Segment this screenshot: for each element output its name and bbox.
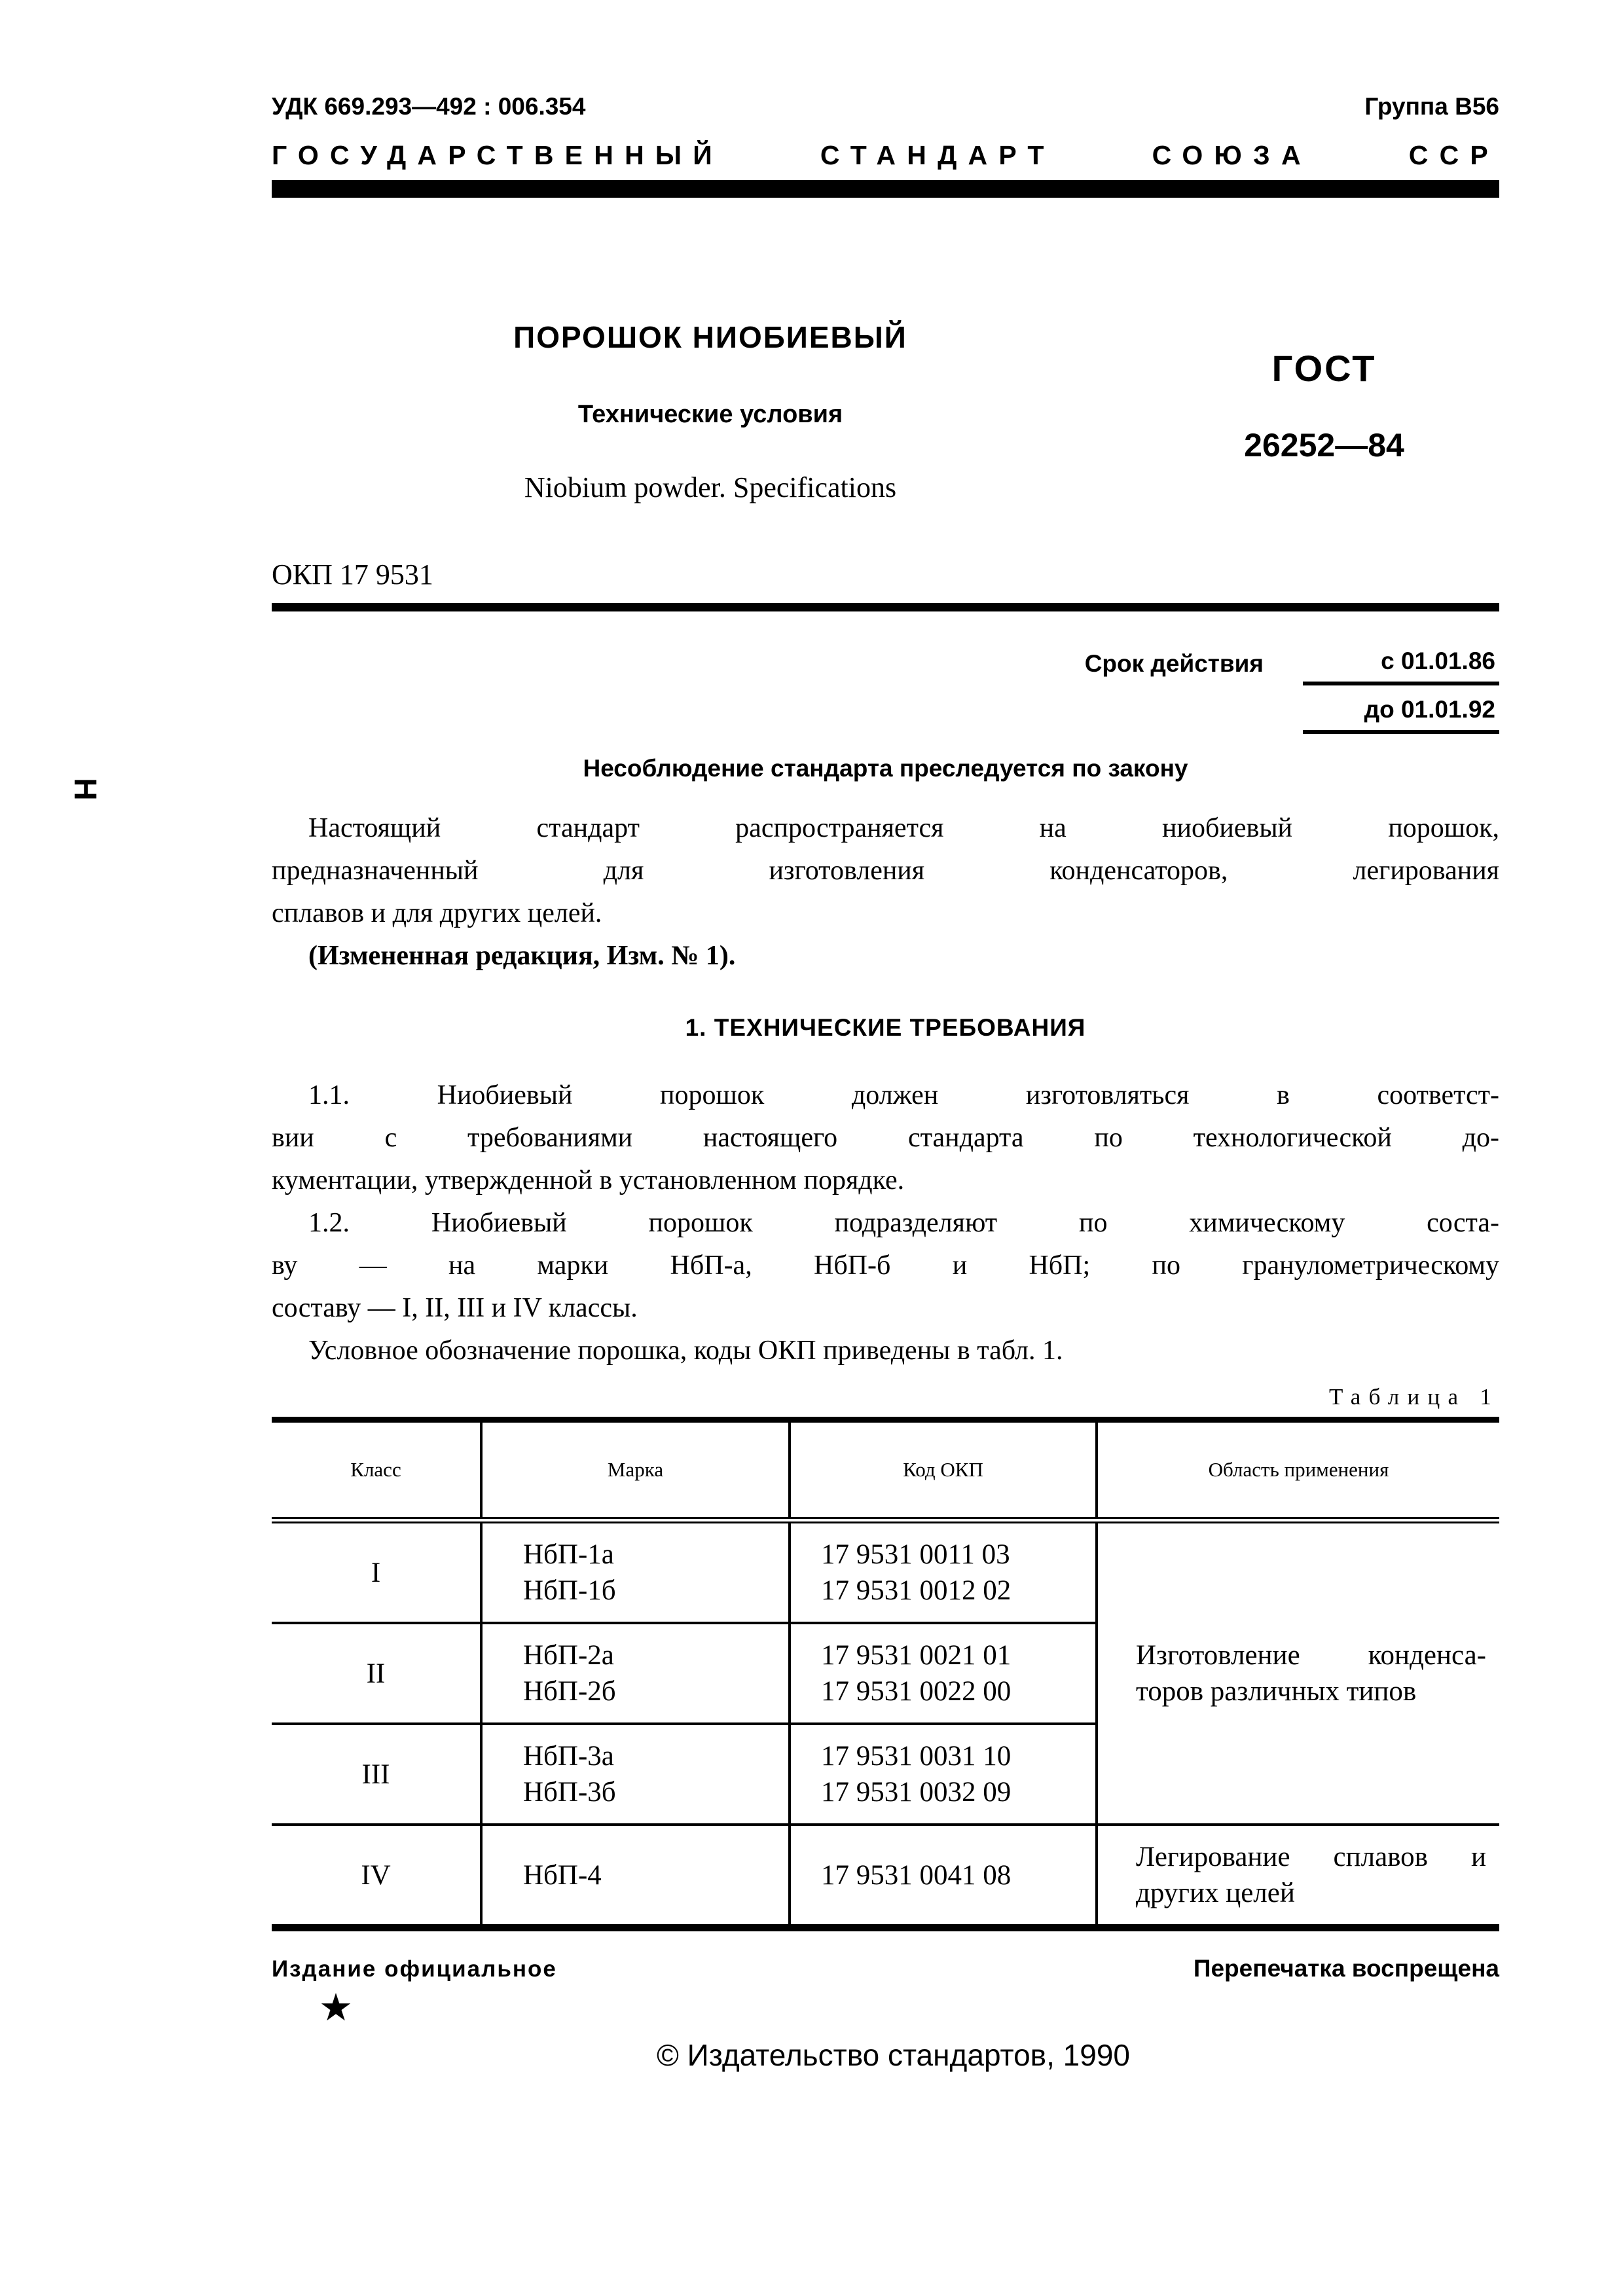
gost-label: ГОСТ [1271, 348, 1377, 389]
cell-class: II [272, 1623, 481, 1724]
margin-letter: Н [67, 778, 102, 801]
page-content [272, 0, 1499, 2073]
cell-class: IV [272, 1825, 481, 1928]
gost-number: 26252—84 [1244, 427, 1404, 464]
cell-marks: НбП-4 [481, 1825, 790, 1928]
section-heading: 1. ТЕХНИЧЕСКИЕ ТРЕБОВАНИЯ [685, 1014, 1086, 1041]
document-subtitle: Технические условия [577, 401, 843, 428]
column-header-class: Класс [272, 1420, 481, 1521]
meta-row [272, 93, 1499, 120]
official-edition-label: Издание официальное [272, 1956, 557, 1982]
paragraph-line: предназначенный для изготовления конденсаторов, легирования [272, 856, 1499, 886]
cell-marks: НбП-2а НбП-2б [481, 1623, 790, 1724]
column-header-mark: Марка [481, 1420, 790, 1521]
clause-1-2 [272, 1202, 1499, 1372]
validity-from: с 01.01.86 [1303, 647, 1499, 685]
copyright-line: © Издательство стандартов, 1990 [657, 2038, 1130, 2072]
cell-codes: 17 9531 0041 08 [790, 1825, 1097, 1928]
table-header-row [272, 1420, 1499, 1521]
table-row [272, 1520, 1499, 1623]
decorative-band [272, 180, 1499, 198]
cell-class: III [272, 1724, 481, 1825]
paragraph-line: вии с требованиями настоящего стандарта по технологической до- [272, 1123, 1499, 1153]
title-row [272, 319, 1499, 504]
title-stack [272, 319, 1149, 504]
column-header-application: Область применения [1097, 1420, 1499, 1521]
horizontal-rule [272, 603, 1499, 611]
document-title-en: Niobium powder. Specifications [524, 471, 897, 503]
paragraph-line: составу — I, II, III и IV классы. [272, 1293, 638, 1323]
document-title: ПОРОШОК НИОБИЕВЫЙ [513, 320, 907, 354]
cell-application-span: Изготовление конденса- торов различных типов [1097, 1520, 1499, 1825]
state-standard-header: ГОСУДАРСТВЕННЫЙ СТАНДАРТ СОЮЗА ССР [272, 140, 1499, 170]
validity-block [272, 647, 1499, 734]
udk-code: УДК 669.293—492 : 006.354 [272, 93, 586, 120]
intro-paragraph [272, 807, 1499, 977]
validity-label: Срок действия [1084, 650, 1264, 677]
table-caption: Таблица 1 [1329, 1384, 1499, 1410]
law-notice: Несоблюдение стандарта преследуется по закону [583, 755, 1188, 782]
table-reference-line: Условное обозначение порошка, коды ОКП приведены в табл. 1. [308, 1336, 1063, 1366]
cell-codes: 17 9531 0011 03 17 9531 0012 02 [790, 1520, 1097, 1623]
paragraph-line: Настоящий стандарт распространяется на ниобиевый порошок, [308, 813, 1499, 843]
paragraph-line: 1.2. Ниобиевый порошок подразделяют по химическому соста- [308, 1208, 1499, 1238]
paragraph-line: ву — на марки НбП-а, НбП-б и НбП; по гранулометрическому [272, 1250, 1499, 1281]
clause-1-1 [272, 1074, 1499, 1202]
cell-codes: 17 9531 0021 01 17 9531 0022 00 [790, 1623, 1097, 1724]
column-header-okp: Код ОКП [790, 1420, 1097, 1521]
cell-codes: 17 9531 0031 10 17 9531 0032 09 [790, 1724, 1097, 1825]
star-icon: ★ [319, 1986, 353, 2029]
paragraph-line: сплавов и для других целей. [272, 898, 602, 928]
group-code: Группа В56 [1364, 93, 1499, 120]
reprint-prohibited-label: Перепечатка воспрещена [1193, 1955, 1499, 1982]
amendment-note: (Измененная редакция, Изм. № 1). [308, 941, 736, 971]
cell-class: I [371, 1557, 381, 1588]
okp-code: ОКП 17 9531 [272, 558, 433, 591]
validity-dates [1303, 647, 1499, 734]
footer-row [272, 1955, 1499, 1982]
paragraph-line: 1.1. Ниобиевый порошок должен изготовляться в соответст- [308, 1080, 1499, 1110]
cell-marks: НбП-3а НбП-3б [481, 1724, 790, 1825]
validity-to: до 01.01.92 [1303, 696, 1499, 734]
classification-table [272, 1417, 1499, 1931]
cell-marks: НбП-1а НбП-1б [481, 1520, 790, 1623]
paragraph-line: кументации, утвержденной в установленном порядке. [272, 1165, 905, 1195]
table-row [272, 1825, 1499, 1928]
gost-designation [1149, 319, 1499, 504]
cell-application-iv: Легирование сплавов и других целей [1097, 1825, 1499, 1928]
